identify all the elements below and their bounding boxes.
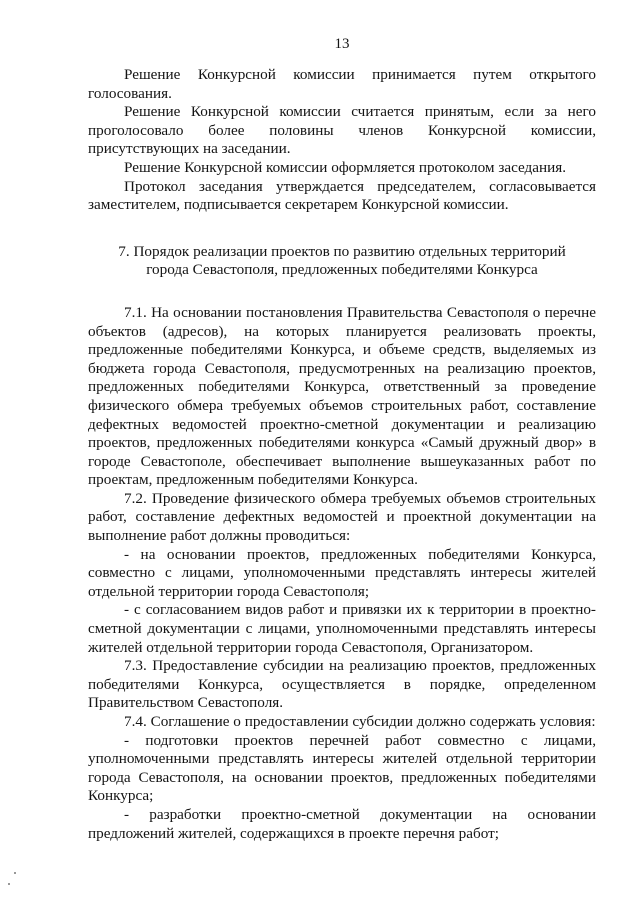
paragraph-decision-adopted: Решение Конкурсной комиссии считается принятым, если за него проголосовало более половины членов Конкурсной комиссии, присутствующих на заседании.: [88, 103, 596, 158]
paragraph-7-4: 7.4. Соглашение о предоставлении субсидии должно содержать условия:: [124, 713, 596, 730]
section-heading: [88, 243, 596, 280]
list-item-7-4-a: - подготовки проектов перечней работ совместно с лицами, уполномоченными представлять интересы жителей отдельной территории города Севастополя, на основании проектов, предложенных победителями Конкурса;: [88, 731, 596, 805]
section-heading-line-2: города Севастополя, предложенных победителями Конкурса: [146, 261, 538, 279]
scan-speck: [14, 872, 16, 874]
scan-speck: [8, 883, 10, 885]
list-item-7-2-a: - на основании проектов, предложенных победителями Конкурса, совместно с лицами, уполномоченными представлять интересы жителей отдельной территории города Севастополя;: [88, 545, 596, 600]
paragraph-7-3: 7.3. Предоставление субсидии на реализацию проектов, предложенных победителями Конкурса, осуществляется в порядке, определенном Правительством Севастополя.: [88, 657, 596, 712]
list-item-7-2-b: - с согласованием видов работ и привязки их к территории в проектно-сметной документации с лицами, уполномоченными представлять интересы жителей отдельной территории города Севастополя, Организатором.: [88, 601, 596, 656]
page-number: 13: [334, 36, 350, 52]
paragraph-7-1: 7.1. На основании постановления Правительства Севастополя о перечне объектов (адресов), на которых планируется реализовать проекты, предложенные победителями Конкурса, и объеме средств, выделяемых из бюджета города Севастополя, предусмотренных на реализацию проектов, предложенных победителями Конкурса, ответственный за проведение физического обмера требуемых объемов строительных работ, составление дефектных ведомостей проектно-сметной документации и реализацию проектов, предложенных победителями конкурса «Самый дружный двор» в городе Севастополе, обеспечивает выполнение вышеуказанных работ по проектам, предложенным победителями Конкурса.: [88, 303, 596, 489]
paragraph-7-2: 7.2. Проведение физического обмера требуемых объемов строительных работ, составление дефектных ведомостей и проектной документации на выполнение работ должны проводиться:: [88, 489, 596, 545]
document-body: [88, 66, 596, 843]
section-heading-line-1: 7. Порядок реализации проектов по развитию отдельных территорий: [118, 242, 566, 260]
paragraph-protocol-approval: Протокол заседания утверждается председателем, согласовывается заместителем, подписывается секретарем Конкурсной комиссии.: [88, 177, 596, 214]
list-item-7-4-b: - разработки проектно-сметной документации на основании предложений жителей, содержащихся в проекте перечня работ;: [88, 805, 596, 842]
paragraph-voting-method: Решение Конкурсной комиссии принимается путем открытого голосования.: [88, 66, 596, 102]
paragraph-decision-protocol: Решение Конкурсной комиссии оформляется протоколом заседания.: [124, 158, 567, 176]
